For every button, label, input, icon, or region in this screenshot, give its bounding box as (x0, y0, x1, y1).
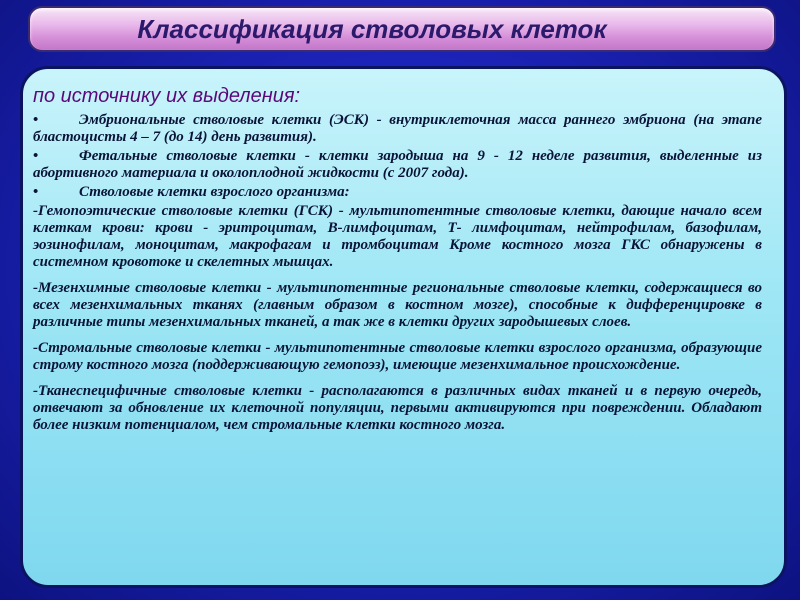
paragraph-tissue-specific: -Тканеспецифичные стволовые клетки - располагаются в различных видах тканей и в первую очередь, отвечают за обновление их клеточной популяции, первыми активируются при повреждении. Обладают более низким потенциалом, чем стромальные клетки костного мозга. (33, 383, 762, 433)
bullet-item-fetal (33, 148, 762, 182)
title-banner (28, 6, 776, 52)
paragraph-mesenchymal: -Мезенхимные стволовые клетки - мультипотентные региональные стволовые клетки, содержащиеся во всех мезенхимальных тканях (главным образом в костном мозге), способные к дифференцировке в различные типы мезенхимальных тканей, а так же в клетки других зародышевых слоев. (33, 280, 762, 330)
content-panel (20, 66, 787, 588)
bullet-text: Эмбриональные стволовые клетки (ЭСК) - внутриклеточная масса раннего эмбриона (на этапе бластоцисты 4 – 7 (до 14) день развития). (33, 112, 762, 145)
paragraph-hematopoietic: -Гемопоэтические стволовые клетки (ГСК) - мультипотентные стволовые клетки, дающие начало всем клеткам крови: крови - эритроцитам, В-лимфоцитам, Т- лимфоцитам, нейтрофилам, базофилам, эозинофилам, моноцитам, макрофагам и тромбоцитам Кроме костного мозга ГКС обнаружены в системном кровотоке и скелетных мышцах. (33, 203, 762, 270)
paragraph-stromal: -Стромальные стволовые клетки - мультипотентные стволовые клетки взрослого организма, образующие строму костного мозга (поддерживающую гемопоэз), имеющие мезенхимальное происхождение. (33, 340, 762, 373)
bullet-text: Стволовые клетки взрослого организма: (79, 184, 350, 200)
bullet-item-adult (33, 184, 762, 201)
slide-title: Классификация стволовых клеток (137, 14, 607, 44)
section-heading: по источнику их выделения: (33, 85, 301, 107)
bullet-icon: • (33, 112, 39, 128)
bullet-icon: • (33, 184, 39, 200)
bullet-icon: • (33, 148, 39, 164)
bullet-item-embryonic (33, 112, 762, 146)
bullet-text: Фетальные стволовые клетки - клетки зародыша на 9 - 12 неделе развития, выделенные из абортивного материала и околоплодной жидкости (с 2007 года). (33, 148, 762, 181)
